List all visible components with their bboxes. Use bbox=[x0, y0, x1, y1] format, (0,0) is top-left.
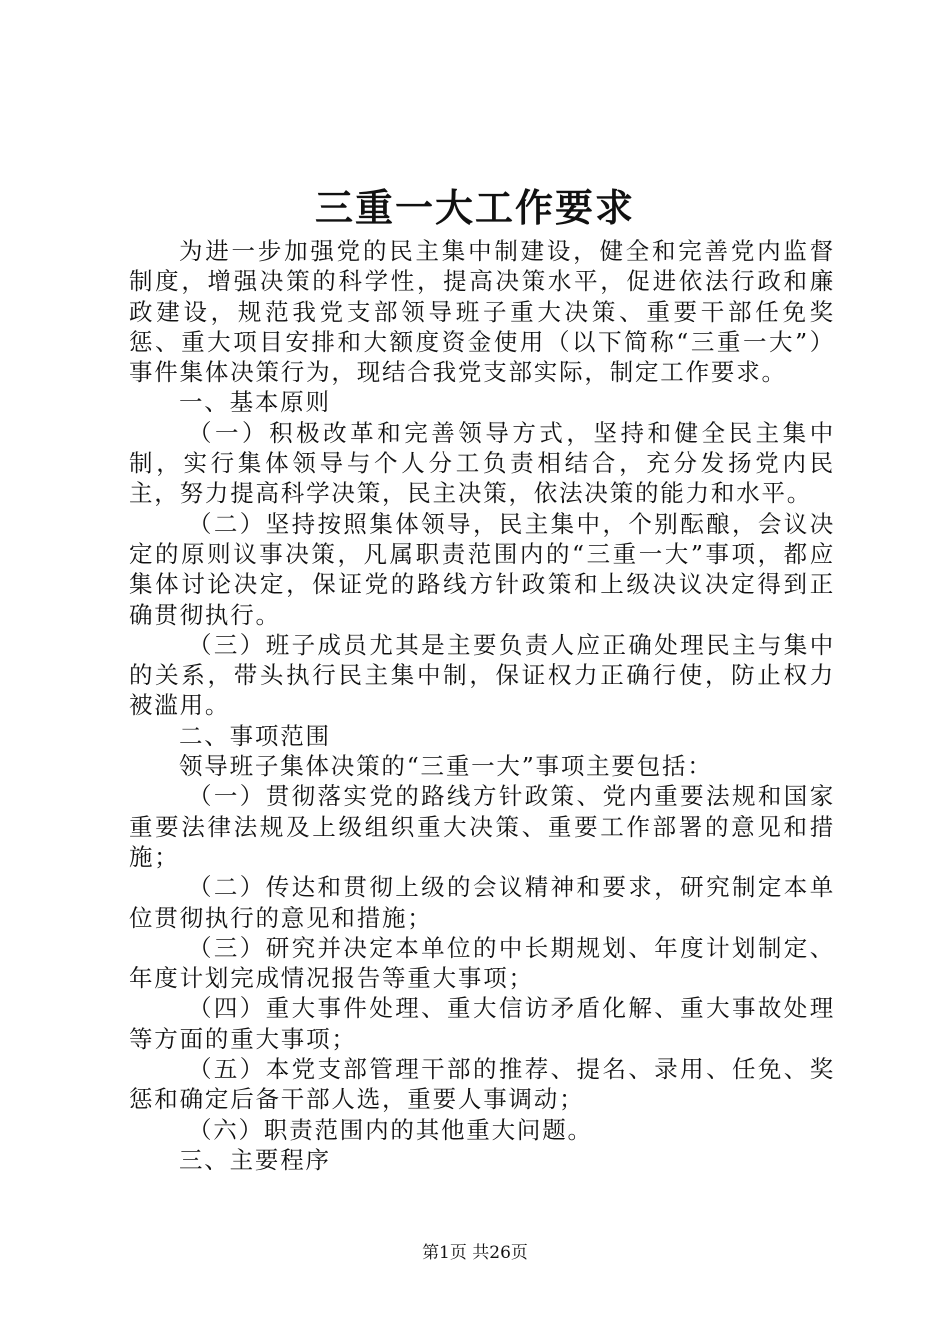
scope-item-5: （五）本党支部管理干部的推荐、提名、录用、任免、奖惩和确定后备干部人选，重要人事调动； bbox=[129, 1055, 835, 1114]
principle-item-3: （三）班子成员尤其是主要负责人应正确处理民主与集中的关系，带头执行民主集中制，保证权力正确行使，防止权力被滥用。 bbox=[129, 630, 835, 720]
document-title: 三重一大工作要求 bbox=[314, 185, 635, 230]
intro-paragraph: 为进一步加强党的民主集中制建设，健全和完善党内监督制度，增强决策的科学性，提高决策水平，促进依法行政和廉政建设，规范我党支部领导班子重大决策、重要干部任免奖惩、重大项目安排和大额度资金使用（以下简称“三重一大”）事件集体决策行为，现结合我党支部实际，制定工作要求。 bbox=[129, 237, 835, 387]
section-heading-basic-principles: 一、基本原则 bbox=[179, 388, 331, 417]
scope-intro: 领导班子集体决策的“三重一大”事项主要包括： bbox=[179, 752, 713, 781]
principle-item-1: （一）积极改革和完善领导方式，坚持和健全民主集中制，实行集体领导与个人分工负责相结合，充分发扬党内民主，努力提高科学决策，民主决策，依法决策的能力和水平。 bbox=[129, 418, 835, 508]
document-body bbox=[129, 236, 835, 1175]
page-number-footer: 第1页 共26页 bbox=[422, 1243, 528, 1263]
scope-item-6: （六）职责范围内的其他重大问题。 bbox=[188, 1115, 593, 1144]
scope-item-2: （二）传达和贯彻上级的会议精神和要求，研究制定本单位贯彻执行的意见和措施； bbox=[129, 873, 835, 932]
scope-item-3: （三）研究并决定本单位的中长期规划、年度计划制定、年度计划完成情况报告等重大事项； bbox=[129, 933, 835, 993]
principle-item-2: （二）坚持按照集体领导，民主集中，个别酝酿，会议决定的原则议事决策，凡属职责范围内的“三重一大”事项，都应集体讨论决定，保证党的路线方针政策和上级决议决定得到正确贯彻执行。 bbox=[129, 509, 835, 629]
scope-item-4: （四）重大事件处理、重大信访矛盾化解、重大事故处理等方面的重大事项； bbox=[129, 994, 835, 1053]
section-heading-procedures: 三、主要程序 bbox=[179, 1145, 331, 1174]
section-heading-scope: 二、事项范围 bbox=[179, 721, 331, 750]
scope-item-1: （一）贯彻落实党的路线方针政策、党内重要法规和国家重要法律法规及上级组织重大决策、重要工作部署的意见和措施； bbox=[129, 782, 835, 871]
